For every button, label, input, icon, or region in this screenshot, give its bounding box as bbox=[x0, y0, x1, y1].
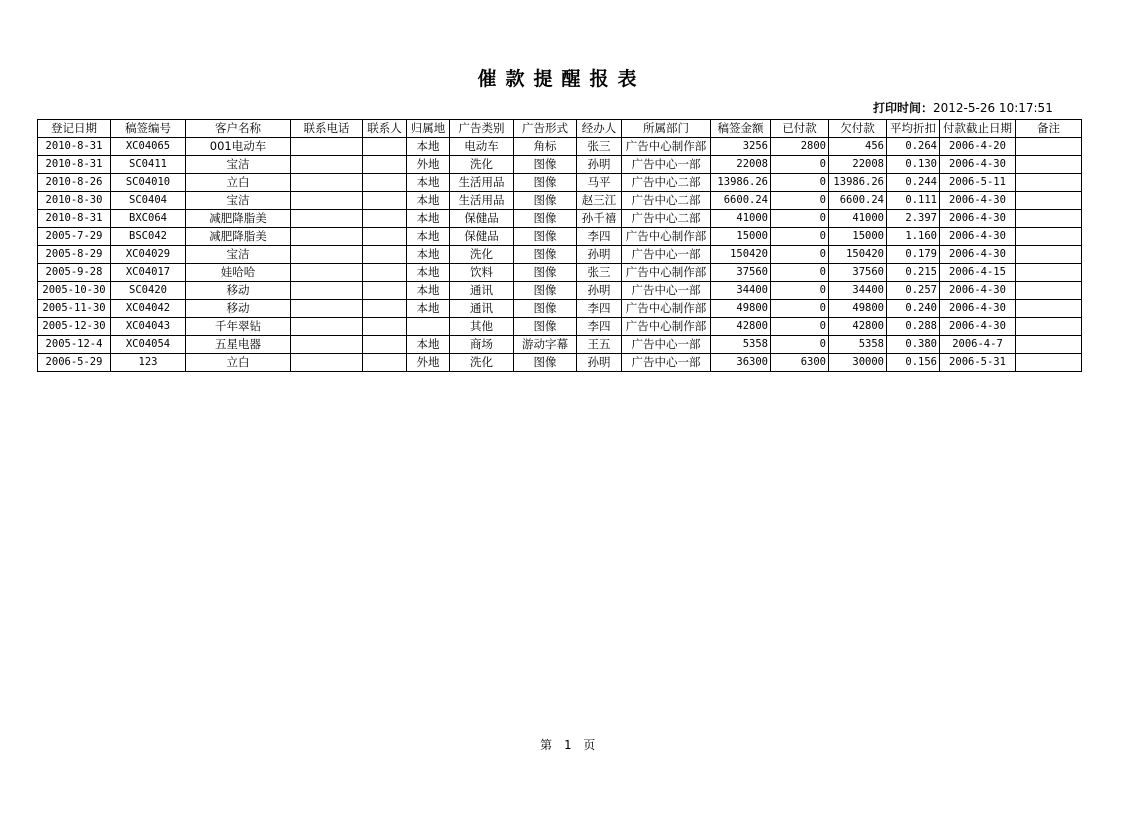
table-cell: 001电动车 bbox=[186, 138, 291, 156]
table-cell: 千年翠钻 bbox=[186, 318, 291, 336]
table-cell: 34400 bbox=[711, 282, 771, 300]
table-cell: BSC042 bbox=[111, 228, 186, 246]
table-cell: 0.257 bbox=[887, 282, 940, 300]
table-cell: 15000 bbox=[711, 228, 771, 246]
table-cell: 2005-12-30 bbox=[38, 318, 111, 336]
table-cell: 本地 bbox=[407, 138, 450, 156]
table-cell: 图像 bbox=[514, 318, 577, 336]
table-cell: 0.179 bbox=[887, 246, 940, 264]
table-cell: 0.244 bbox=[887, 174, 940, 192]
table-cell: 生活用品 bbox=[450, 192, 514, 210]
table-row bbox=[38, 174, 1082, 192]
table-cell: 2005-12-4 bbox=[38, 336, 111, 354]
table-cell: 本地 bbox=[407, 228, 450, 246]
table-cell: 图像 bbox=[514, 156, 577, 174]
page-number: 1 bbox=[564, 738, 572, 752]
table-row bbox=[38, 354, 1082, 372]
table-cell bbox=[291, 336, 363, 354]
table-cell: 0.288 bbox=[887, 318, 940, 336]
table-cell: XC04042 bbox=[111, 300, 186, 318]
table-cell: 宝洁 bbox=[186, 156, 291, 174]
table-cell: 13986.26 bbox=[711, 174, 771, 192]
table-cell: 图像 bbox=[514, 300, 577, 318]
table-cell bbox=[363, 138, 407, 156]
table-cell: 宝洁 bbox=[186, 192, 291, 210]
table-cell: 张三 bbox=[577, 264, 622, 282]
table-row bbox=[38, 336, 1082, 354]
table-cell: 本地 bbox=[407, 246, 450, 264]
table-cell: 广告中心制作部 bbox=[622, 228, 711, 246]
table-cell: 移动 bbox=[186, 300, 291, 318]
column-header: 联系人 bbox=[363, 120, 407, 138]
table-cell: 本地 bbox=[407, 264, 450, 282]
table-row bbox=[38, 282, 1082, 300]
table-row bbox=[38, 192, 1082, 210]
table-cell: 李四 bbox=[577, 228, 622, 246]
table-cell: 41000 bbox=[711, 210, 771, 228]
table-cell: SC0404 bbox=[111, 192, 186, 210]
column-header: 归属地 bbox=[407, 120, 450, 138]
table-cell: 电动车 bbox=[450, 138, 514, 156]
table-cell: 0 bbox=[771, 192, 829, 210]
table-cell: 2006-4-30 bbox=[940, 282, 1016, 300]
table-cell: 移动 bbox=[186, 282, 291, 300]
table-cell: 减肥降脂美 bbox=[186, 228, 291, 246]
column-header: 稿签金额 bbox=[711, 120, 771, 138]
table-cell: 2.397 bbox=[887, 210, 940, 228]
column-header: 平均折扣 bbox=[887, 120, 940, 138]
table-cell: 150420 bbox=[829, 246, 887, 264]
table-cell bbox=[1016, 138, 1082, 156]
table-cell: 立白 bbox=[186, 174, 291, 192]
table-cell: 孙千禧 bbox=[577, 210, 622, 228]
table-cell: 2005-9-28 bbox=[38, 264, 111, 282]
table-cell: 广告中心制作部 bbox=[622, 300, 711, 318]
table-cell: 0.111 bbox=[887, 192, 940, 210]
table-cell: 42800 bbox=[711, 318, 771, 336]
table-cell: 0 bbox=[771, 174, 829, 192]
table-cell: 2006-4-20 bbox=[940, 138, 1016, 156]
table-cell bbox=[1016, 264, 1082, 282]
table-cell: 37560 bbox=[829, 264, 887, 282]
table-cell: 0.215 bbox=[887, 264, 940, 282]
table-cell: 赵三江 bbox=[577, 192, 622, 210]
table-cell: XC04065 bbox=[111, 138, 186, 156]
table-cell: 123 bbox=[111, 354, 186, 372]
table-cell bbox=[363, 264, 407, 282]
table-cell: 本地 bbox=[407, 282, 450, 300]
table-cell bbox=[363, 210, 407, 228]
print-time bbox=[873, 99, 1053, 116]
table-row bbox=[38, 264, 1082, 282]
table-cell: 2005-8-29 bbox=[38, 246, 111, 264]
table-cell: 2010-8-30 bbox=[38, 192, 111, 210]
table-cell: 42800 bbox=[829, 318, 887, 336]
table-cell bbox=[1016, 174, 1082, 192]
table-cell: 图像 bbox=[514, 174, 577, 192]
table-cell: 49800 bbox=[711, 300, 771, 318]
table-cell bbox=[363, 192, 407, 210]
table-row bbox=[38, 156, 1082, 174]
table-cell: 立白 bbox=[186, 354, 291, 372]
table-row bbox=[38, 300, 1082, 318]
column-header: 登记日期 bbox=[38, 120, 111, 138]
table-cell: 李四 bbox=[577, 300, 622, 318]
table-cell bbox=[1016, 300, 1082, 318]
table-cell bbox=[291, 228, 363, 246]
table-cell: 34400 bbox=[829, 282, 887, 300]
table-cell: 2006-4-30 bbox=[940, 318, 1016, 336]
table-cell: 孙明 bbox=[577, 156, 622, 174]
table-cell: 1.160 bbox=[887, 228, 940, 246]
table-cell: 宝洁 bbox=[186, 246, 291, 264]
table-cell: 图像 bbox=[514, 246, 577, 264]
table-cell bbox=[363, 354, 407, 372]
table-cell: 保健品 bbox=[450, 228, 514, 246]
table-cell: 0 bbox=[771, 156, 829, 174]
table-cell bbox=[291, 264, 363, 282]
table-cell: 6600.24 bbox=[711, 192, 771, 210]
table-cell bbox=[363, 228, 407, 246]
table-cell bbox=[1016, 156, 1082, 174]
table-cell: 2006-4-30 bbox=[940, 192, 1016, 210]
table-cell: XC04043 bbox=[111, 318, 186, 336]
table-cell: 广告中心制作部 bbox=[622, 264, 711, 282]
table-cell: 456 bbox=[829, 138, 887, 156]
table-cell: 2006-4-15 bbox=[940, 264, 1016, 282]
table-cell: 其他 bbox=[450, 318, 514, 336]
table-cell: 广告中心一部 bbox=[622, 336, 711, 354]
table-cell: 图像 bbox=[514, 192, 577, 210]
table-cell: 2010-8-31 bbox=[38, 138, 111, 156]
table-cell bbox=[363, 300, 407, 318]
table-cell bbox=[291, 192, 363, 210]
table-cell bbox=[363, 336, 407, 354]
table-cell: XC04029 bbox=[111, 246, 186, 264]
table-cell: 13986.26 bbox=[829, 174, 887, 192]
page-footer bbox=[540, 736, 595, 753]
table-cell: 2010-8-26 bbox=[38, 174, 111, 192]
table-cell: 王五 bbox=[577, 336, 622, 354]
table-cell bbox=[291, 210, 363, 228]
table-cell bbox=[1016, 192, 1082, 210]
table-row bbox=[38, 228, 1082, 246]
table-cell: 2006-4-30 bbox=[940, 156, 1016, 174]
report-title: 催款提醒报表 bbox=[477, 68, 646, 90]
table-cell bbox=[291, 354, 363, 372]
table-cell: 5358 bbox=[829, 336, 887, 354]
table-cell: 2006-4-7 bbox=[940, 336, 1016, 354]
table-cell: 150420 bbox=[711, 246, 771, 264]
table-cell bbox=[1016, 246, 1082, 264]
table-cell: 本地 bbox=[407, 336, 450, 354]
page-suffix: 页 bbox=[583, 738, 596, 752]
table-cell bbox=[291, 246, 363, 264]
table-cell bbox=[291, 300, 363, 318]
table-cell: XC04017 bbox=[111, 264, 186, 282]
table-cell: 2006-5-11 bbox=[940, 174, 1016, 192]
column-header: 联系电话 bbox=[291, 120, 363, 138]
table-cell: SC0420 bbox=[111, 282, 186, 300]
table-cell: 15000 bbox=[829, 228, 887, 246]
table-cell: 广告中心一部 bbox=[622, 156, 711, 174]
report-table bbox=[37, 119, 1082, 372]
table-cell: 减肥降脂美 bbox=[186, 210, 291, 228]
table-cell: 0 bbox=[771, 210, 829, 228]
table-cell: 商场 bbox=[450, 336, 514, 354]
table-cell: 饮料 bbox=[450, 264, 514, 282]
table-cell: 外地 bbox=[407, 354, 450, 372]
table-cell: 五星电器 bbox=[186, 336, 291, 354]
table-cell bbox=[1016, 282, 1082, 300]
table-cell: 0 bbox=[771, 228, 829, 246]
table-cell: 孙明 bbox=[577, 354, 622, 372]
table-cell: 36300 bbox=[711, 354, 771, 372]
table-cell: 洗化 bbox=[450, 156, 514, 174]
table-cell: 广告中心一部 bbox=[622, 354, 711, 372]
table-cell: 0 bbox=[771, 282, 829, 300]
table-cell: 本地 bbox=[407, 300, 450, 318]
table-cell: 5358 bbox=[711, 336, 771, 354]
table-cell: 生活用品 bbox=[450, 174, 514, 192]
column-header: 所属部门 bbox=[622, 120, 711, 138]
table-cell: 游动字幕 bbox=[514, 336, 577, 354]
table-cell: 娃哈哈 bbox=[186, 264, 291, 282]
table-cell: 2010-8-31 bbox=[38, 156, 111, 174]
table-cell: 2006-4-30 bbox=[940, 228, 1016, 246]
table-cell bbox=[363, 318, 407, 336]
table-cell: 图像 bbox=[514, 354, 577, 372]
table-cell bbox=[363, 282, 407, 300]
table-cell: 图像 bbox=[514, 210, 577, 228]
column-header: 欠付款 bbox=[829, 120, 887, 138]
table-cell: 孙明 bbox=[577, 246, 622, 264]
table-cell: 30000 bbox=[829, 354, 887, 372]
table-cell bbox=[363, 246, 407, 264]
table-cell: 0 bbox=[771, 336, 829, 354]
table-cell: 0.264 bbox=[887, 138, 940, 156]
table-row bbox=[38, 318, 1082, 336]
column-header: 经办人 bbox=[577, 120, 622, 138]
table-cell bbox=[363, 174, 407, 192]
table-cell: 图像 bbox=[514, 282, 577, 300]
table-cell: 图像 bbox=[514, 264, 577, 282]
table-cell: 6600.24 bbox=[829, 192, 887, 210]
table-cell bbox=[363, 156, 407, 174]
table-cell: 2010-8-31 bbox=[38, 210, 111, 228]
table-cell: 0.130 bbox=[887, 156, 940, 174]
table-cell: BXC064 bbox=[111, 210, 186, 228]
table-cell: 22008 bbox=[711, 156, 771, 174]
table-cell: 0 bbox=[771, 246, 829, 264]
table-cell: 2005-11-30 bbox=[38, 300, 111, 318]
column-header: 付款截止日期 bbox=[940, 120, 1016, 138]
print-time-value: 2012-5-26 10:17:51 bbox=[933, 101, 1053, 115]
table-cell: 0.380 bbox=[887, 336, 940, 354]
table-cell: SC04010 bbox=[111, 174, 186, 192]
table-cell: 2006-5-31 bbox=[940, 354, 1016, 372]
table-cell: 6300 bbox=[771, 354, 829, 372]
table-cell: 22008 bbox=[829, 156, 887, 174]
table-cell: 2006-4-30 bbox=[940, 300, 1016, 318]
table-cell: 0.156 bbox=[887, 354, 940, 372]
table-cell: 2005-7-29 bbox=[38, 228, 111, 246]
table-cell: 图像 bbox=[514, 228, 577, 246]
table-body bbox=[38, 138, 1082, 372]
table-cell bbox=[1016, 228, 1082, 246]
column-header: 已付款 bbox=[771, 120, 829, 138]
table-cell: 广告中心二部 bbox=[622, 210, 711, 228]
table-cell: 2005-10-30 bbox=[38, 282, 111, 300]
table-cell: 通讯 bbox=[450, 300, 514, 318]
table-row bbox=[38, 138, 1082, 156]
table-cell bbox=[1016, 318, 1082, 336]
table-cell: 3256 bbox=[711, 138, 771, 156]
column-header: 备注 bbox=[1016, 120, 1082, 138]
table-cell: 49800 bbox=[829, 300, 887, 318]
table-cell: 本地 bbox=[407, 210, 450, 228]
table-row bbox=[38, 246, 1082, 264]
table-cell: 广告中心一部 bbox=[622, 246, 711, 264]
print-time-label: 打印时间： bbox=[873, 101, 934, 115]
table-cell: 0 bbox=[771, 300, 829, 318]
table-cell bbox=[291, 282, 363, 300]
column-header: 广告类别 bbox=[450, 120, 514, 138]
table-cell bbox=[407, 318, 450, 336]
table-cell bbox=[1016, 336, 1082, 354]
table-cell: XC04054 bbox=[111, 336, 186, 354]
table-cell: SC0411 bbox=[111, 156, 186, 174]
table-cell: 2006-5-29 bbox=[38, 354, 111, 372]
table-cell bbox=[291, 156, 363, 174]
table-cell: 角标 bbox=[514, 138, 577, 156]
table-header-row bbox=[38, 120, 1082, 138]
table-cell: 2800 bbox=[771, 138, 829, 156]
table-cell: 李四 bbox=[577, 318, 622, 336]
table-cell: 0 bbox=[771, 318, 829, 336]
table-cell: 广告中心制作部 bbox=[622, 318, 711, 336]
table-cell: 广告中心二部 bbox=[622, 174, 711, 192]
column-header: 稿签编号 bbox=[111, 120, 186, 138]
table-cell bbox=[291, 318, 363, 336]
table-cell: 马平 bbox=[577, 174, 622, 192]
table-cell: 2006-4-30 bbox=[940, 210, 1016, 228]
table-cell: 本地 bbox=[407, 192, 450, 210]
table-cell bbox=[1016, 354, 1082, 372]
table-cell bbox=[291, 138, 363, 156]
table-cell: 广告中心一部 bbox=[622, 282, 711, 300]
table-cell: 广告中心二部 bbox=[622, 192, 711, 210]
table-cell: 37560 bbox=[711, 264, 771, 282]
table-cell bbox=[291, 174, 363, 192]
page-prefix: 第 bbox=[540, 738, 553, 752]
table-cell: 张三 bbox=[577, 138, 622, 156]
table-row bbox=[38, 210, 1082, 228]
table-cell: 本地 bbox=[407, 174, 450, 192]
table-cell: 通讯 bbox=[450, 282, 514, 300]
column-header: 客户名称 bbox=[186, 120, 291, 138]
table-cell: 0 bbox=[771, 264, 829, 282]
table-cell: 洗化 bbox=[450, 354, 514, 372]
table-cell: 外地 bbox=[407, 156, 450, 174]
table-cell: 2006-4-30 bbox=[940, 246, 1016, 264]
table-cell: 孙明 bbox=[577, 282, 622, 300]
table-cell bbox=[1016, 210, 1082, 228]
table-cell: 洗化 bbox=[450, 246, 514, 264]
table-cell: 广告中心制作部 bbox=[622, 138, 711, 156]
table-cell: 0.240 bbox=[887, 300, 940, 318]
table-cell: 41000 bbox=[829, 210, 887, 228]
table-cell: 保健品 bbox=[450, 210, 514, 228]
column-header: 广告形式 bbox=[514, 120, 577, 138]
